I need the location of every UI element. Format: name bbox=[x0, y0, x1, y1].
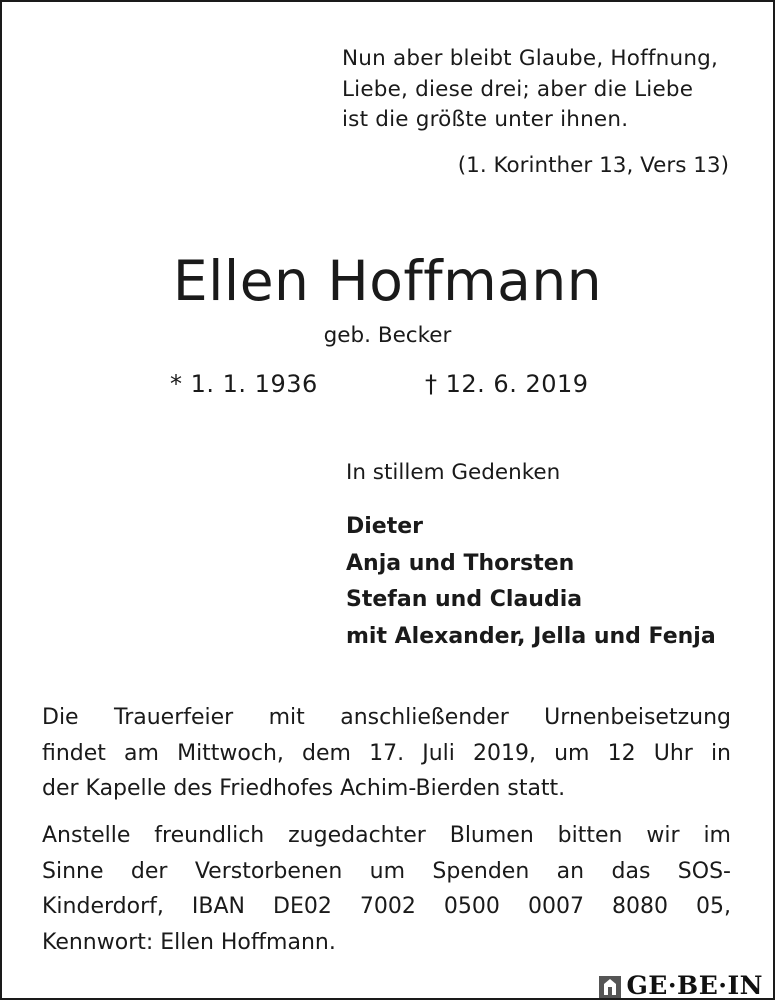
quote-line: ist die größte unter ihnen. bbox=[342, 107, 629, 132]
donation-notice bbox=[42, 818, 731, 960]
mourners-list bbox=[346, 509, 716, 655]
funeral-notice-line: findet am Mittwoch, dem 17. Juli 2019, um 12 Uhr in bbox=[42, 740, 731, 766]
publisher-logo bbox=[599, 970, 763, 1000]
quote-line: Liebe, diese drei; aber die Liebe bbox=[342, 76, 694, 102]
funeral-notice-line: der Kapelle des Friedhofes Achim-Bierden statt. bbox=[42, 776, 566, 801]
mourner-entry: Anja und Thorsten bbox=[346, 550, 575, 576]
funeral-notice bbox=[42, 700, 731, 807]
birth-date: * 1. 1. 1936 bbox=[170, 370, 318, 398]
memory-line: In stillem Gedenken bbox=[346, 460, 561, 485]
logo-text: GE·BE·IN bbox=[626, 971, 763, 1000]
funeral-notice-line: Die Trauerfeier mit anschließender Urnenbeisetzung bbox=[42, 705, 731, 730]
maiden-name: geb. Becker bbox=[323, 323, 452, 348]
deceased-name: Ellen Hoffmann bbox=[172, 249, 603, 313]
quote-line: Nun aber bleibt Glaube, Hoffnung, bbox=[342, 46, 719, 71]
donation-notice-line: Anstelle freundlich zugedachter Blumen bitten wir im bbox=[42, 823, 731, 848]
mourner-entry: Dieter bbox=[346, 514, 424, 539]
donation-notice-line: Sinne der Verstorbenen um Spenden an das SOS- bbox=[42, 858, 731, 884]
mourner-entry: mit Alexander, Jella und Fenja bbox=[346, 623, 716, 649]
mourner-entry: Stefan und Claudia bbox=[346, 587, 583, 612]
donation-notice-line: Kennwort: Ellen Hoffmann. bbox=[42, 929, 336, 955]
death-date: † 12. 6. 2019 bbox=[425, 370, 589, 398]
quote-reference: (1. Korinther 13, Vers 13) bbox=[457, 153, 729, 178]
donation-notice-line: Kinderdorf, IBAN DE02 7002 0500 0007 8080 05, bbox=[42, 894, 731, 919]
bell-tower-logo-icon bbox=[599, 976, 621, 998]
bible-quote bbox=[342, 44, 742, 136]
